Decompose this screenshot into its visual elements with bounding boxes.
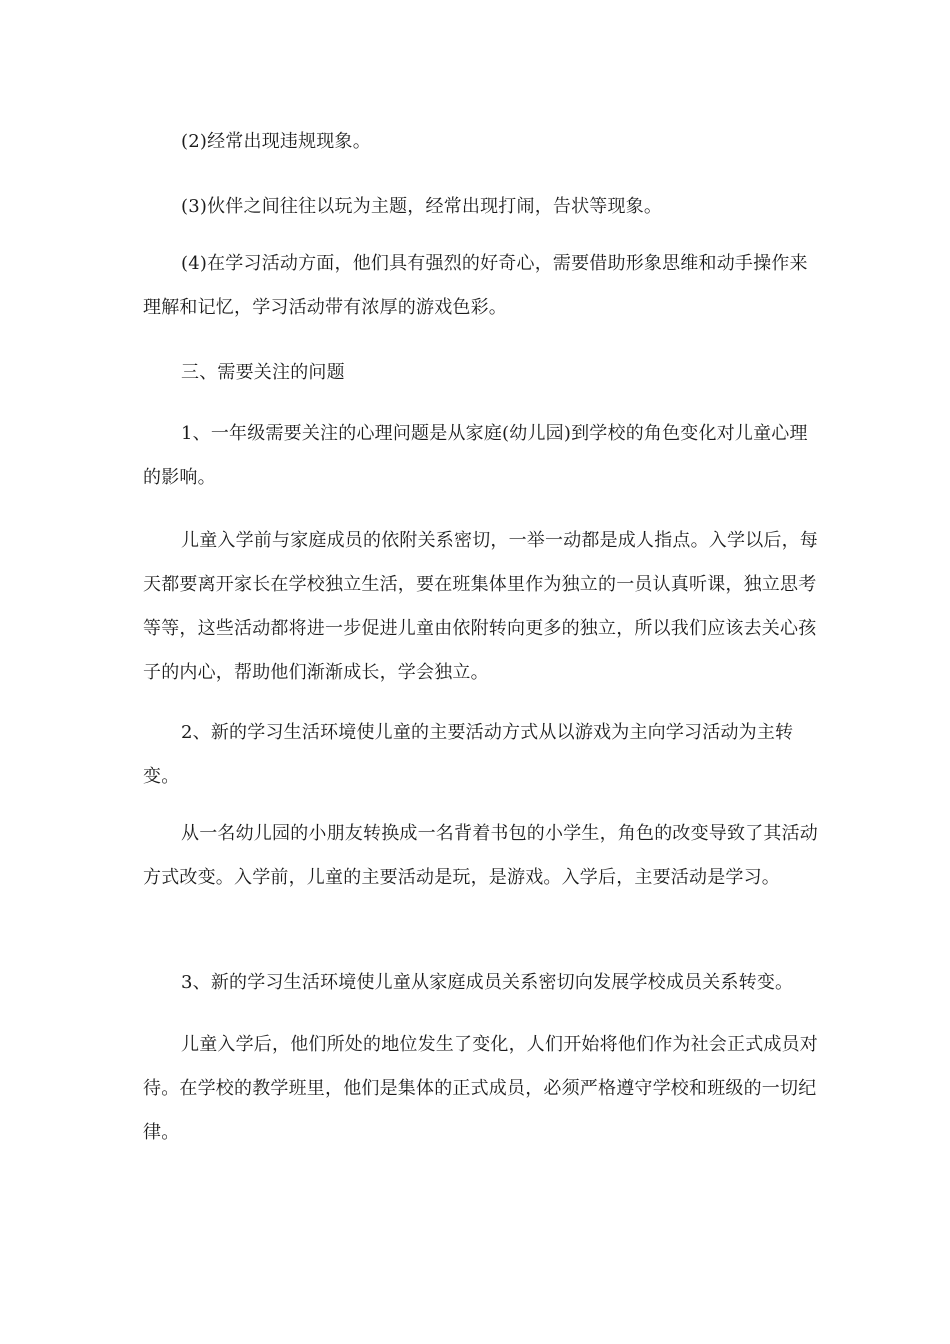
paragraph-point-1: 1、一年级需要关注的心理问题是从家庭(幼儿园)到学校的角色变化对儿童心理的影响。	[143, 423, 808, 488]
paragraph-point-3: 3、新的学习生活环境使儿童从家庭成员关系密切向发展学校成员关系转变。	[181, 972, 794, 993]
paragraph-point-2: 2、新的学习生活环境使儿童的主要活动方式从以游戏为主向学习活动为主转变。	[143, 722, 794, 787]
paragraph-point-3-detail: 儿童入学后，他们所处的地位发生了变化，人们开始将他们作为社会正式成员对待。在学校的教学班里，他们是集体的正式成员，必须严格遵守学校和班级的一切纪律。	[143, 1034, 818, 1143]
paragraph-point-2-detail: 从一名幼儿园的小朋友转换成一名背着书包的小学生，角色的改变导致了其活动方式改变。入学前，儿童的主要活动是玩，是游戏。入学后，主要活动是学习。	[143, 823, 818, 888]
paragraph-point-1-detail: 儿童入学前与家庭成员的依附关系密切，一举一动都是成人指点。入学以后，每天都要离开家长在学校独立生活，要在班集体里作为独立的一员认真听课，独立思考等等，这些活动都将进一步促进儿童由依附转向更多的独立，所以我们应该去关心孩子的内心，帮助他们渐渐成长，学会独立。	[143, 530, 818, 683]
section-heading-3: 三、需要关注的问题	[181, 362, 345, 383]
paragraph-item-3: (3)伙伴之间往往以玩为主题，经常出现打闹，告状等现象。	[181, 196, 663, 217]
paragraph-item-2: (2)经常出现违规现象。	[181, 131, 371, 152]
paragraph-item-4: (4)在学习活动方面，他们具有强烈的好奇心，需要借助形象思维和动手操作来理解和记忆，学习活动带有浓厚的游戏色彩。	[143, 253, 808, 318]
